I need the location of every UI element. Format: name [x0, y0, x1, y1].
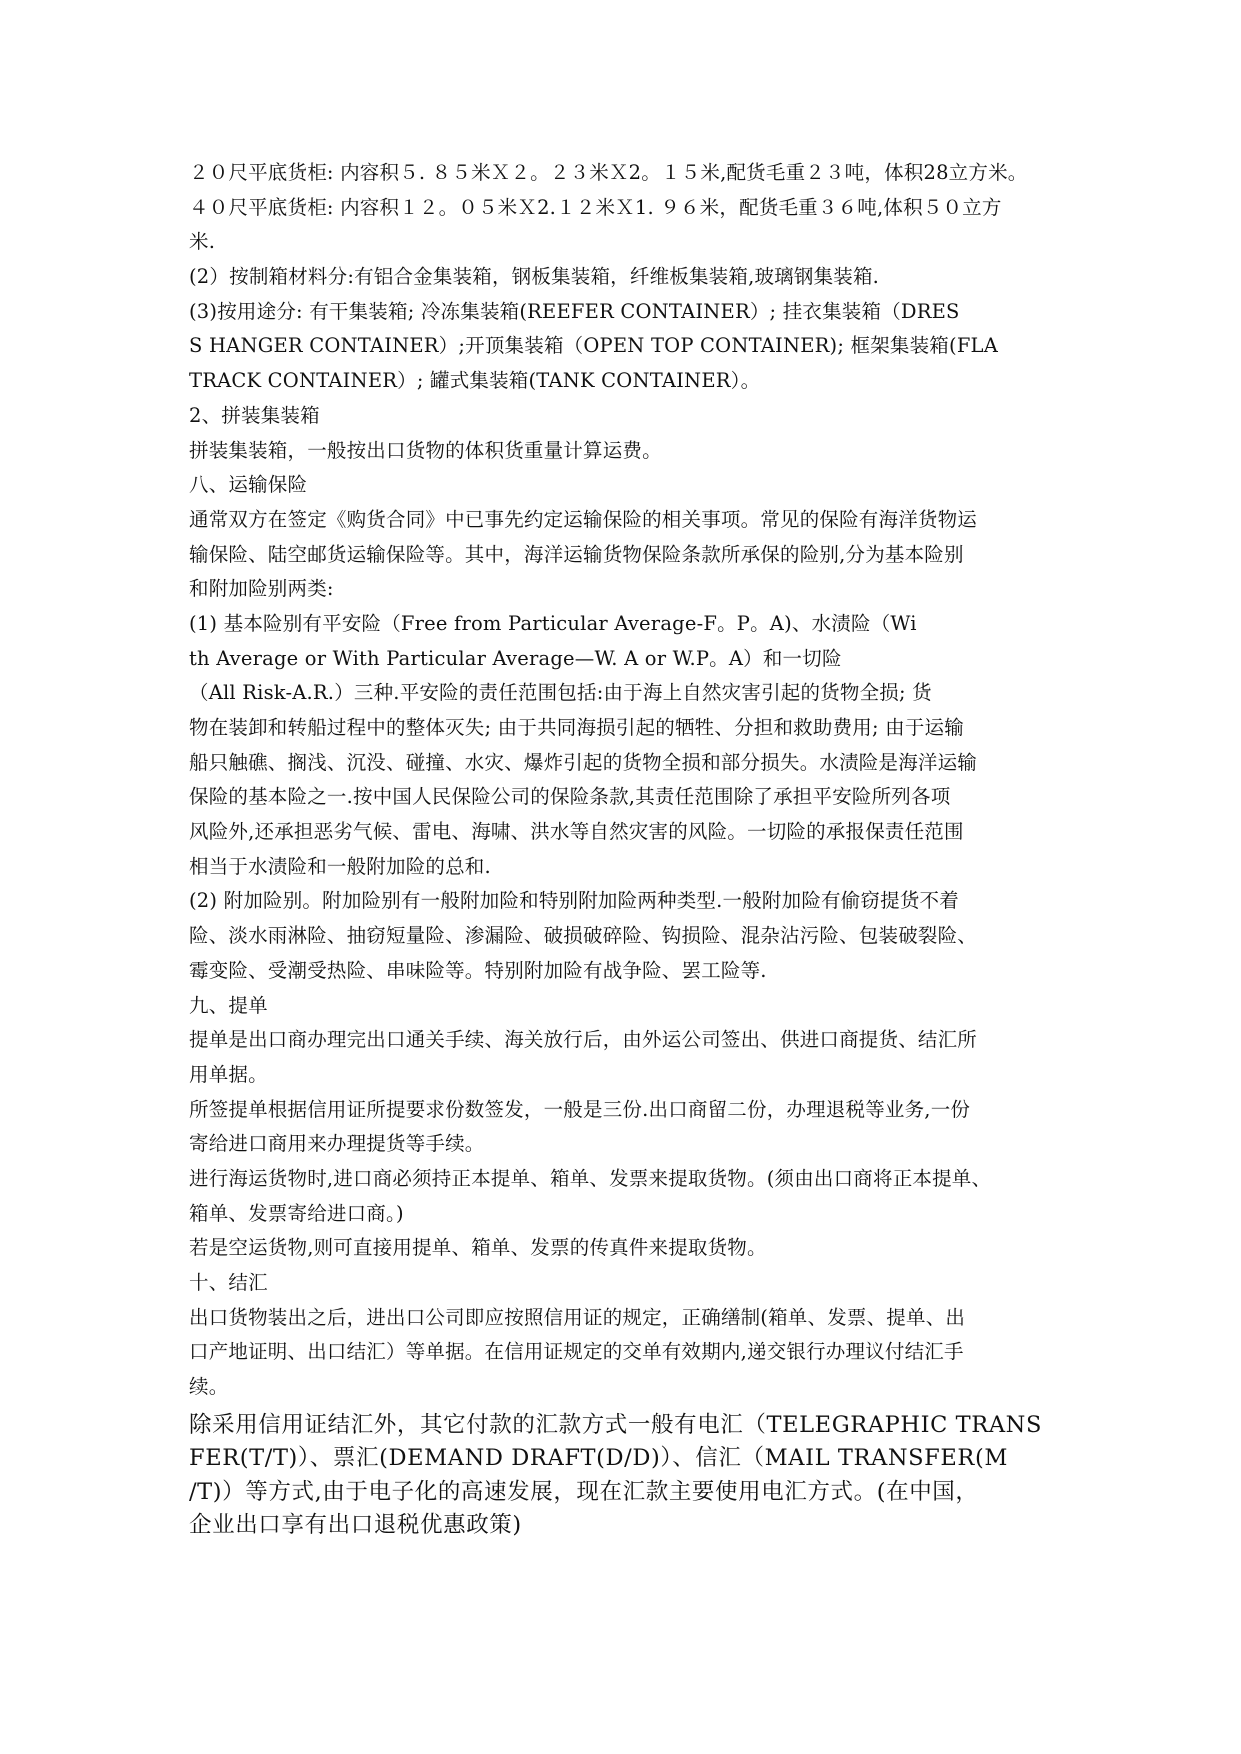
text-line: 物在装卸和转船过程中的整体灭失; 由于共同海损引起的牺牲、分担和救助费用; 由于运输 — [189, 716, 964, 739]
section-heading: 十、结汇 — [189, 1271, 268, 1294]
text-line: 霉变险、受潮受热险、串味险等。特别附加险有战争险、罢工险等. — [189, 958, 767, 982]
text-line: 米. — [189, 230, 216, 254]
text-line: 相当于水渍险和一般附加险的总和. — [189, 854, 491, 878]
text-line: (1) 基本险别有平安险（Free from Particular Average-F。P。A)、水渍险（Wi — [189, 611, 917, 635]
text-line: 输保险、陆空邮货运输保险等。其中，海洋运输货物保险条款所承保的险别,分为基本险别 — [189, 542, 964, 566]
text-line: 拼装集装箱，一般按出口货物的体积货重量计算运费。 — [189, 438, 662, 462]
text-line: 进行海运货物时,进口商必须持正本提单、箱单、发票来提取货物。(须由出口商将正本提单、 — [189, 1166, 992, 1190]
text-line: th Average or With Particular Average—W. A or W.P。A）和一切险 — [189, 646, 842, 670]
text-line: 险、淡水雨淋险、抽窃短量险、渗漏险、破损破碎险、钩损险、混杂沾污险、包装破裂险、 — [189, 924, 978, 948]
large-text-line: 除采用信用证结汇外，其它付款的汇款方式一般有电汇（TELEGRAPHIC TRANS — [189, 1411, 1042, 1438]
text-line: 船只触礁、搁浅、沉没、碰撞、水灾、爆炸引起的货物全损和部分损失。水渍险是海洋运输 — [189, 750, 978, 774]
section-heading: 九、提单 — [189, 993, 268, 1017]
text-line: ２０尺平底货柜: 内容积５. ８５米Ｘ２。２３米Ｘ2。１５米,配货毛重２３吨，体积28立方米。 — [189, 161, 1028, 184]
text-line: 提单是出口商办理完出口通关手续、海关放行后，由外运公司签出、供进口商提货、结汇所 — [189, 1028, 978, 1052]
text-line: 箱单、发票寄给进口商。) — [189, 1201, 404, 1225]
text-line: ４０尺平底货柜: 内容积１２。０５米Ｘ2.１２米Ｘ1. ９６米，配货毛重３６吨,体积５０立方 — [189, 195, 1002, 219]
text-line: 风险外,还承担恶劣气候、雷电、海啸、洪水等自然灾害的风险。一切险的承报保责任范围 — [189, 820, 964, 844]
section-heading: 2、拼装集装箱 — [189, 403, 320, 427]
large-text-line: 企业出口享有出口退税优惠政策) — [189, 1512, 522, 1539]
text-line: 口产地证明、出口结汇）等单据。在信用证规定的交单有效期内,递交银行办理议付结汇手 — [189, 1340, 964, 1364]
section-heading: 八、运输保险 — [189, 473, 308, 497]
text-line: 通常双方在签定《购货合同》中已事先约定运输保险的相关事项。常见的保险有海洋货物运 — [189, 507, 978, 531]
text-line: 所签提单根据信用证所提要求份数签发，一般是三份.出口商留二份，办理退税等业务,一份 — [189, 1097, 971, 1121]
text-line: (2）按制箱材料分:有铝合金集装箱，钢板集装箱，纤维板集装箱,玻璃钢集装箱. — [189, 265, 880, 289]
large-text-line: /T)）等方式,由于电子化的高速发展，现在汇款主要使用电汇方式。(在中国， — [189, 1478, 979, 1505]
text-line: 若是空运货物,则可直接用提单、箱单、发票的传真件来提取货物。 — [189, 1236, 767, 1260]
large-text-line: FER(T/T)）、票汇(DEMAND DRAFT(D/D)）、信汇（MAIL TRANSFER(M — [189, 1445, 1008, 1472]
text-line: 用单据。 — [189, 1062, 268, 1086]
text-line: (3)按用途分: 有干集装箱; 冷冻集装箱(REEFER CONTAINER）; 挂衣集装箱（DRES — [189, 299, 960, 323]
text-line: 保险的基本险之一.按中国人民保险公司的保险条款,其责任范围除了承担平安险所列各项 — [189, 785, 951, 809]
text-line: 和附加险别两类: — [189, 577, 334, 601]
text-line: （All Risk-A.R.）三种.平安险的责任范围包括:由于海上自然灾害引起的货物全损; 货 — [189, 681, 932, 705]
document-body — [189, 156, 1059, 1543]
text-line: (2) 附加险别。附加险别有一般附加险和特别附加险两种类型.一般附加险有偷窃提货不着 — [189, 889, 959, 913]
text-line: TRACK CONTAINER）; 罐式集装箱(TANK CONTAINER）。 — [189, 369, 761, 393]
text-line: 寄给进口商用来办理提货等手续。 — [189, 1132, 485, 1156]
text-line: 续。 — [189, 1375, 229, 1399]
text-line: S HANGER CONTAINER）;开顶集装箱（OPEN TOP CONTAINER); 框架集装箱(FLA — [189, 334, 998, 358]
text-line: 出口货物装出之后，进出口公司即应按照信用证的规定，正确缮制(箱单、发票、提单、出 — [189, 1305, 966, 1329]
